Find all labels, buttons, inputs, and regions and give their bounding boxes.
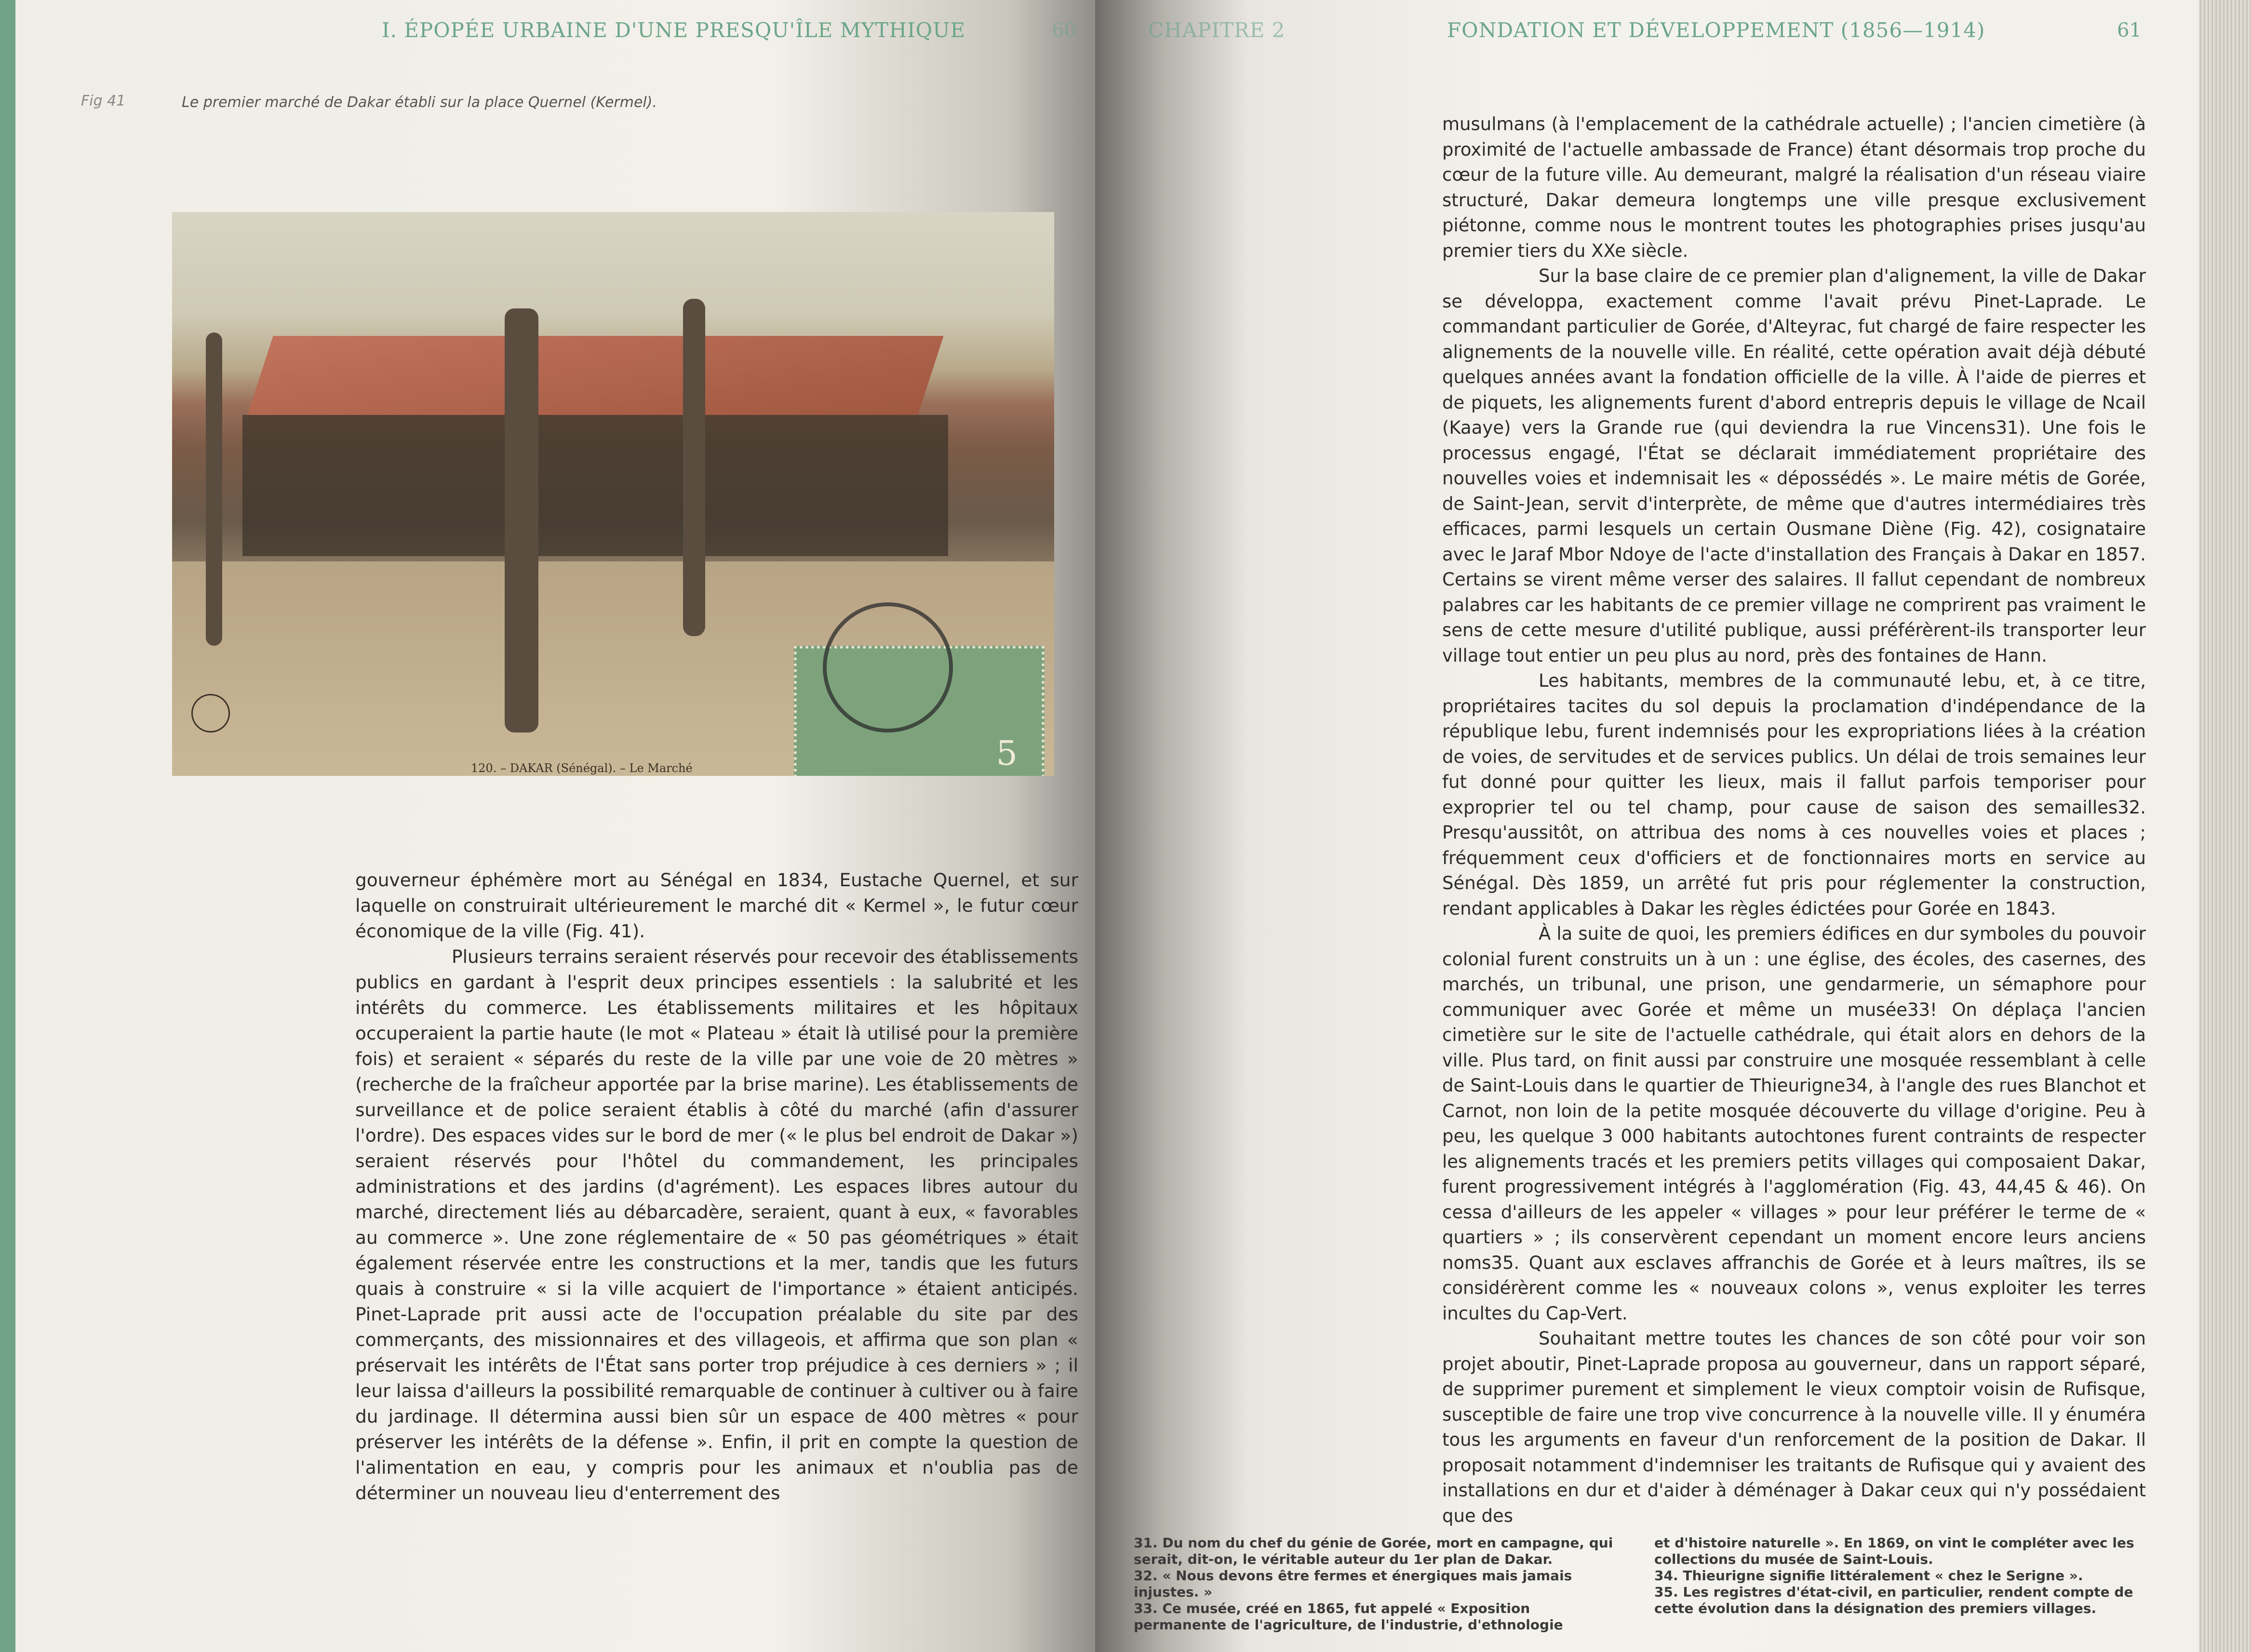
footnotes-column-2	[1654, 1535, 2141, 1617]
right-body-text	[1442, 112, 2146, 1529]
left-body-text	[355, 867, 1078, 1506]
paragraph: Plusieurs terrains seraient réservés pour recevoir des établissements publics en gardant à l'esprit deux principes essentiels : la salubrité et les intérêts du commerce. Les établissements militaires et les hôpitaux occuperaient la partie haute (le mot « Plateau » était là utilisé pour la première fois) et seraient « séparés du reste de la ville par une voie de 20 mètres » (recherche de la fraîcheur apportée par la brise marine). Les établissements de surveillance et de police seraient établis à côté du marché (afin d'assurer l'ordre). Des espaces vides sur le bord de mer (« le plus bel endroit de Dakar ») seraient réservés pour l'hôtel du commandement, les principales administrations et des jardins (d'agrément). Les espaces libres autour du marché, directement liés au débarcadère, seraient, quant à eux, « favorables au commerce ». Une zone réglementaire de « 50 pas géométriques » était également réservée entre les constructions et la mer, tandis que les futurs quais à construire « si la ville acquiert de l'importance » étaient anticipés. Pinet-Laprade prit aussi acte de l'occupation préalable du site par des commerçants, des missionnaires et des villageois, et affirma que son plan « préservait les intérêts de l'État sans porter trop préjudice à ces derniers » ; il leur laissa d'ailleurs la possibilité remarquable de continuer à cultiver ou à faire du jardinage. Il détermina aussi bien sûr un espace de 400 mètres « pour préserver les intérêts de la défense ». Enfin, il prit en compte la question de l'alimentation en eau, y compris pour les animaux et n'oublia pas de déterminer un nouveau lieu d'enterrement des	[355, 946, 1078, 1504]
figure-label: Fig 41	[81, 93, 126, 109]
right-running-head: FONDATION ET DÉVELOPPEMENT (1856—1914)	[1447, 18, 1985, 42]
paragraph: À la suite de quoi, les premiers édifices en dur symboles du pouvoir colonial furent construits un à un : une église, des écoles, des casernes, des marchés, un tribunal, une prison, une gendarmerie, un sémaphore pour communiquer avec Gorée et même un musée33! On déplaça l'ancien cimetière sur le site de l'actuelle cathédrale, qui était alors en dehors de la ville. Plus tard, on finit aussi par construire une mosquée ressemblant à celle de Saint-Louis dans le quartier de Thieurigne34, à l'angle des rues Blanchot et Carnot, non loin de la petite mosquée découverte du village d'origine. Peu à peu, les quelque 3 000 habitants autochtones furent contraints de respecter les alignements tracés et les premiers petits villages qui composaient Dakar, furent progressivement intégrés à l'agglomération (Fig. 43, 44,45 & 46). On cessa d'ailleurs de les appeler « villages » pour leur préférer le terme de « quartiers » ; ils conservèrent cependant un moment encore leurs anciens noms35. Quant aux esclaves affranchis de Gorée et à leurs maîtres, ils se considérèrent comme les « nouveaux colons », venus exploiter les terres incultes du Cap-Vert.	[1442, 923, 2146, 1324]
right-page	[1095, 0, 2199, 1652]
paragraph: Sur la base claire de ce premier plan d'alignement, la ville de Dakar se développa, exactement comme l'avait prévu Pinet-Laprade. Le commandant particulier de Gorée, d'Alteyrac, fut chargé de faire respecter les alignements de la nouvelle ville. En réalité, cette opération avait déjà débuté quelques années avant la fondation officielle de la ville. À l'aide de pierres et de piquets, les alignements furent d'abord entrepris depuis le village de Ncail (Kaaye) vers la Grande rue (qui deviendra la rue Vincens31). Une fois le processus engagé, l'État se déclarait immédiatement propriétaire des nouvelles voies et indemnisait les « dépossédés ». Le maire métis de Gorée, de Saint-Jean, servit d'interprète, de même que d'autres intermédiaires très efficaces, parmi lesquels un certain Ousmane Diène (Fig. 42), cosignataire avec le Jaraf Mbor Ndoye de l'acte d'installation des Français à Dakar en 1857. Certains se virent même verser des salaires. Il fallut cependant de nombreux palabres car les habitants de ce premier village ne comprirent pas vraiment le sens de cette mesure d'utilité publique, aussi préférèrent-ils transporter leur village tout entier un peu plus au nord, près des fontaines de Hann.	[1442, 266, 2146, 666]
postmark-icon	[823, 602, 953, 733]
footnote: 32. « Nous devons être fermes et énergiques mais jamais injustes. »	[1134, 1568, 1572, 1600]
market-postcard-photo	[172, 212, 1054, 776]
footnote: et d'histoire naturelle ». En 1869, on vint le compléter avec les collections du musée de Saint-Louis.	[1654, 1535, 2134, 1567]
tree-trunk	[505, 308, 538, 733]
right-running-head-chapter: CHAPITRE 2	[1148, 18, 1286, 42]
footnote: 31. Du nom du chef du génie de Gorée, mort en campagne, qui serait, dit-on, le véritable auteur du 1er plan de Dakar.	[1134, 1535, 1613, 1567]
footnote: 35. Les registres d'état-civil, en particulier, rendent compte de cette évolution dans la désignation des premiers villages.	[1654, 1584, 2133, 1616]
cover-edge-strip	[0, 0, 15, 1652]
book-page-edges	[2199, 0, 2251, 1652]
left-folio: 60	[1052, 19, 1076, 41]
paragraph: gouverneur éphémère mort au Sénégal en 1834, Eustache Quernel, et sur laquelle on construirait ultérieurement le marché dit « Kermel », le futur cœur économique de la ville (Fig. 41).	[355, 869, 1078, 942]
market-hall-interior	[242, 415, 948, 556]
market-roof	[247, 336, 943, 415]
figure-caption: Le premier marché de Dakar établi sur la place Quernel (Kermel).	[182, 94, 657, 111]
footnotes-column-1	[1134, 1535, 1616, 1633]
left-page	[15, 0, 1095, 1652]
postcard-caption: 120. – DAKAR (Sénégal). – Le Marché	[471, 761, 693, 775]
right-folio: 61	[2117, 19, 2142, 41]
paragraph: Les habitants, membres de la communauté lebu, et, à ce titre, propriétaires tacites du sol depuis la proclamation d'indépendance de la république lebu, furent indemnisés pour les expropriations liées à la création de voies, de servitudes et de services publics. Un délai de trois semaines leur fut donné pour quitter les lieux, mais il fallut parfois temporiser pour exproprier tel ou tel champ, pour cause de saison des semailles32. Presqu'aussitôt, on attribua des noms à ces nouvelles voies et places ; fréquemment ceux d'officiers et de fonctionnaires morts en service au Sénégal. Dès 1859, un arrêté fut pris pour réglementer la construction, rendant applicables à Dakar les règles édictées pour Gorée en 1843.	[1442, 670, 2146, 919]
stamp-value: 5	[996, 733, 1018, 773]
tree-trunk	[683, 299, 705, 636]
paragraph: musulmans (à l'emplacement de la cathédrale actuelle) ; l'ancien cimetière (à proximité de l'actuelle ambassade de France) étant désormais trop proche du cœur de la future ville. Au demeurant, malgré la réalisation d'un réseau viaire structuré, Dakar demeura longtemps une ville presque exclusivement piétonne, comme nous le montrent toutes les photographies prises jusqu'au premier tiers du XXe siècle.	[1442, 114, 2146, 261]
paragraph: Souhaitant mettre toutes les chances de son côté pour voir son projet aboutir, Pinet-Laprade proposa au gouverneur, dans un rapport séparé, de supprimer purement et simplement le vieux comptoir voisin de Rufisque, susceptible de faire une trop vive concurrence à la nouvelle ville. Il y énuméra tous les arguments en faveur d'un renforcement de la position de Dakar. Il proposait notamment d'indemniser les traitants de Rufisque qui y avaient des installations en dur et d'aider à déménager à Dakar ceux qui n'y possédaient que des	[1442, 1328, 2146, 1526]
tree-trunk	[206, 333, 222, 646]
left-running-head: I. ÉPOPÉE URBAINE D'UNE PRESQU'ÎLE MYTHIQUE	[382, 18, 966, 42]
publisher-logo-icon	[191, 694, 230, 733]
footnote: 34. Thieurigne signifie littéralement « chez le Serigne ».	[1654, 1568, 2083, 1584]
footnote: 33. Ce musée, créé en 1865, fut appelé « Exposition permanente de l'agriculture, de l'industrie, d'ethnologie	[1134, 1600, 1563, 1633]
